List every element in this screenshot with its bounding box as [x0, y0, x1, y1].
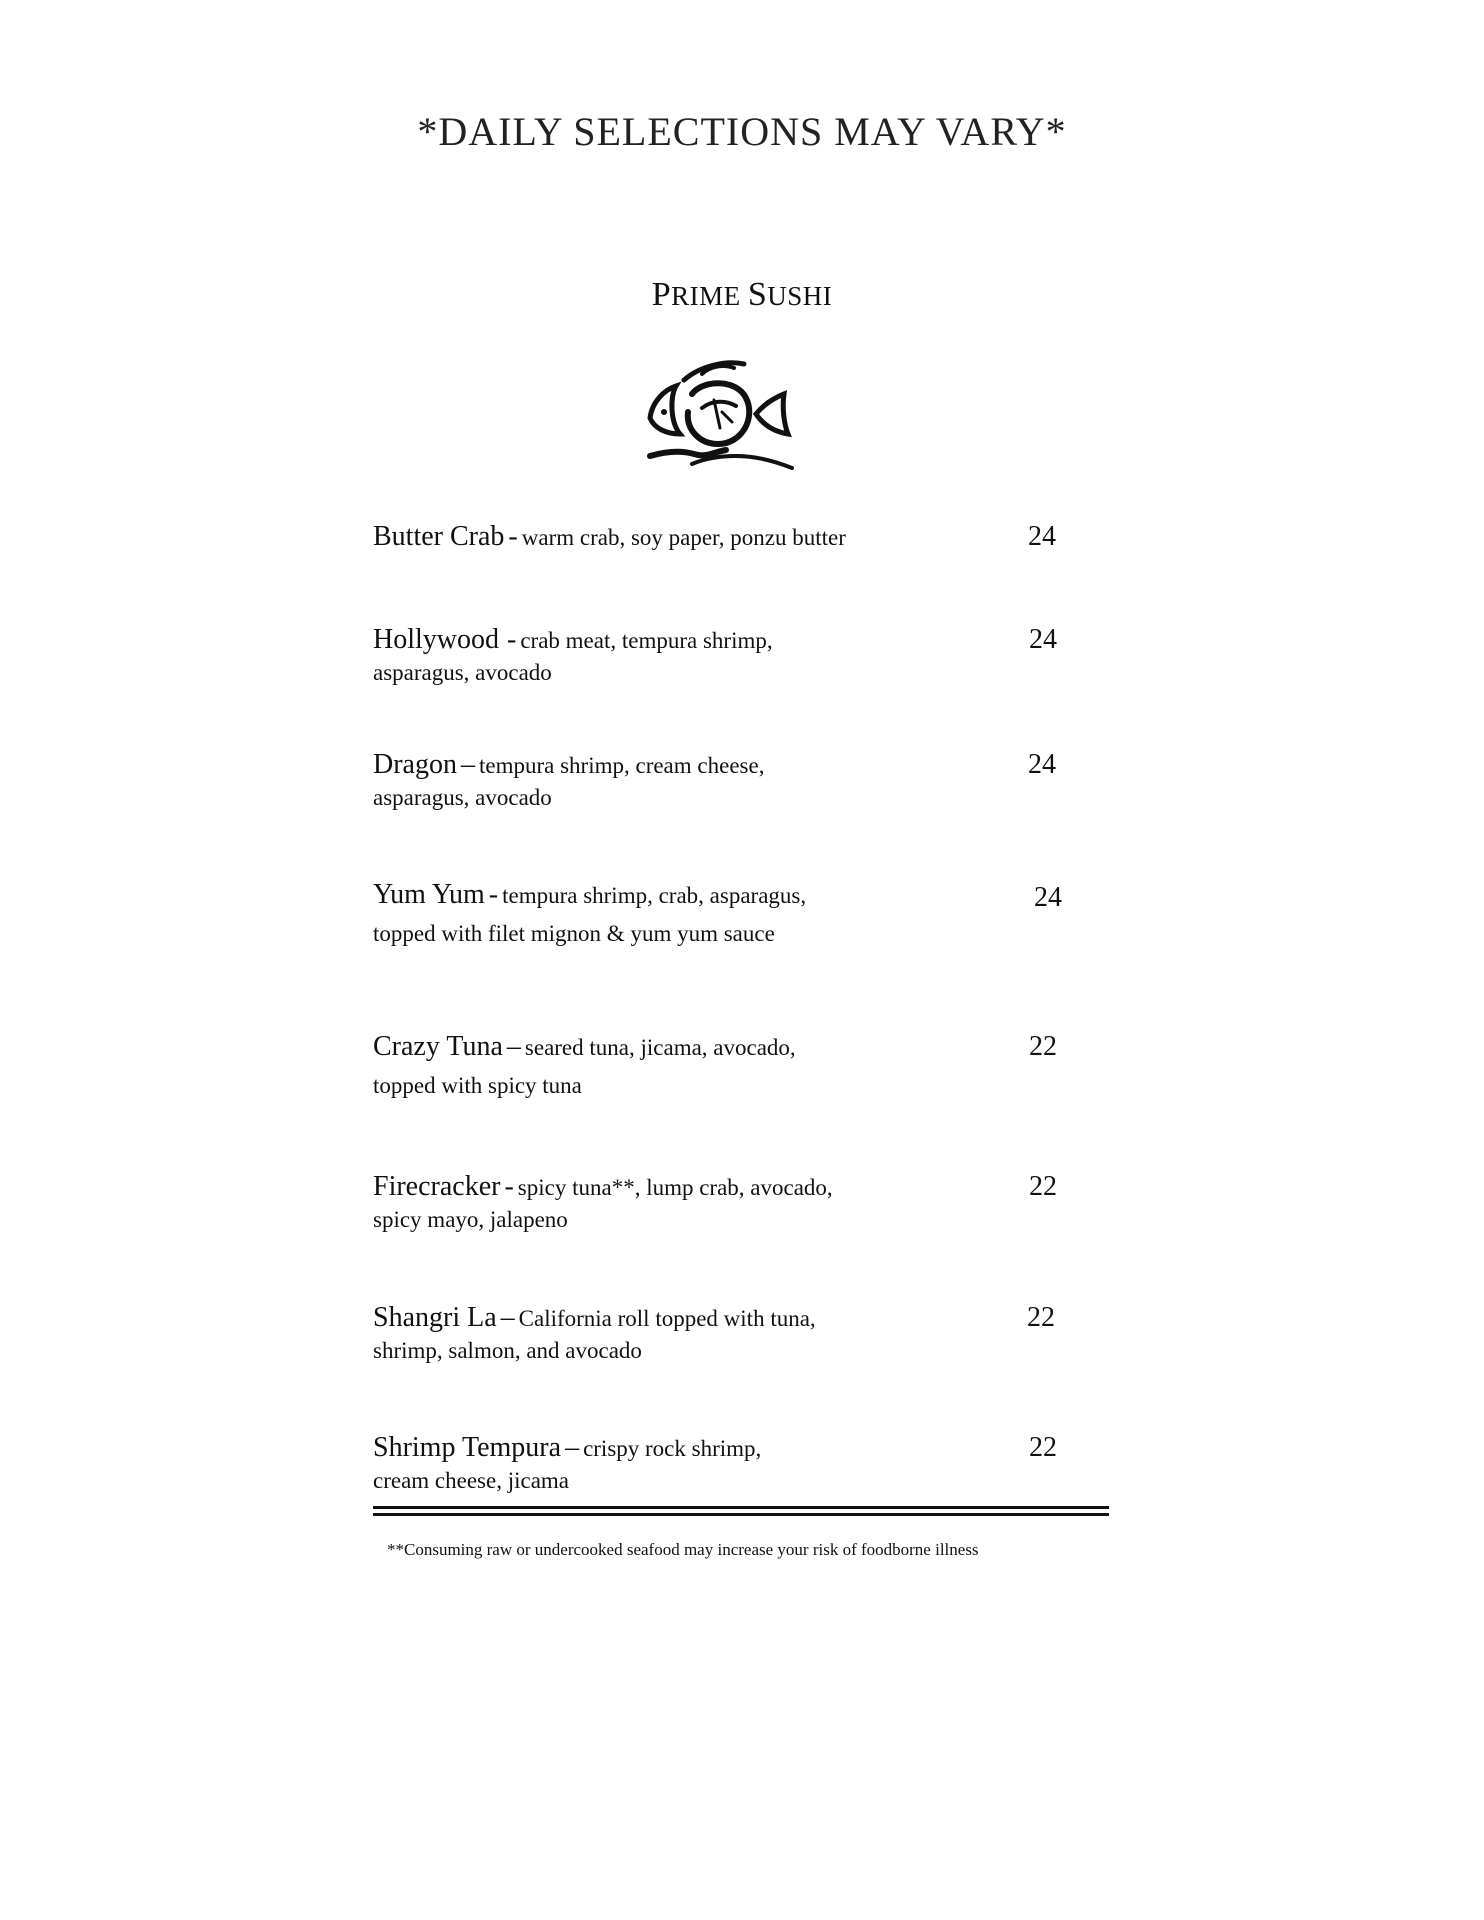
- item-price: 22: [1029, 1432, 1057, 1463]
- title-first-rest: RIME: [671, 281, 748, 311]
- title-first-cap: P: [651, 276, 672, 313]
- item-price: 24: [1029, 624, 1057, 655]
- item-name: Firecracker: [373, 1171, 501, 1202]
- raw-seafood-warning: **Consuming raw or undercooked seafood may increase your risk of foodborne illness: [387, 1540, 979, 1559]
- item-name: Shrimp Tempura: [373, 1432, 562, 1463]
- menu-item-yum-yum: [373, 880, 1073, 947]
- item-description: tempura shrimp, cream cheese,: [478, 753, 765, 778]
- item-price: 24: [1034, 882, 1062, 913]
- item-name: Yum Yum: [373, 879, 485, 910]
- section-title: [0, 276, 1484, 314]
- item-separator: –: [565, 1432, 580, 1463]
- item-description: tempura shrimp, crab, asparagus,: [502, 883, 807, 908]
- item-name: Hollywood: [373, 624, 499, 655]
- fish-brush-logo-icon: [644, 352, 796, 474]
- item-separator: –: [506, 1031, 521, 1062]
- menu-item-shangri-la: [373, 1303, 1073, 1364]
- item-description: warm crab, soy paper, ponzu butter: [521, 525, 846, 550]
- item-description-continued: cream cheese, jicama: [373, 1467, 570, 1493]
- item-description-continued: asparagus, avocado: [373, 659, 552, 685]
- item-name: Crazy Tuna: [373, 1031, 503, 1062]
- item-description-continued: asparagus, avocado: [373, 784, 552, 810]
- item-description: seared tuna, jicama, avocado,: [524, 1035, 796, 1060]
- item-separator: -: [508, 521, 518, 552]
- item-description-continued: spicy mayo, jalapeno: [373, 1206, 568, 1232]
- divider-rule-bottom: [373, 1513, 1109, 1516]
- item-price: 22: [1029, 1171, 1057, 1202]
- item-description-continued: topped with spicy tuna: [373, 1072, 582, 1098]
- item-description: crispy rock shrimp,: [583, 1436, 762, 1461]
- item-name: Shangri La: [373, 1302, 497, 1333]
- item-price: 22: [1029, 1031, 1057, 1062]
- item-separator: -: [504, 1171, 514, 1202]
- item-separator: -: [507, 624, 517, 655]
- daily-selections-notice: *DAILY SELECTIONS MAY VARY*: [417, 109, 1067, 154]
- item-description: crab meat, tempura shrimp,: [520, 628, 773, 653]
- item-price: 22: [1027, 1302, 1055, 1333]
- title-second-cap: S: [747, 276, 768, 313]
- menu-item-dragon: [373, 750, 1073, 811]
- menu-item-hollywood: [373, 625, 1073, 686]
- item-separator: -: [488, 879, 499, 910]
- item-name: Dragon: [373, 749, 457, 780]
- item-description-continued: topped with filet mignon & yum yum sauce: [373, 920, 775, 946]
- item-price: 24: [1028, 749, 1056, 780]
- item-separator: –: [500, 1302, 515, 1333]
- menu-item-shrimp-tempura: [373, 1433, 1073, 1494]
- menu-item-butter-crab: [373, 522, 1073, 553]
- item-separator: –: [460, 749, 475, 780]
- title-second-rest: USHI: [767, 281, 833, 311]
- menu-item-crazy-tuna: [373, 1032, 1073, 1099]
- item-description: spicy tuna**, lump crab, avocado,: [517, 1175, 833, 1200]
- menu-item-firecracker: [373, 1172, 1073, 1233]
- item-description-continued: shrimp, salmon, and avocado: [373, 1337, 642, 1363]
- divider-rule-top: [373, 1506, 1109, 1509]
- item-price: 24: [1028, 521, 1056, 552]
- item-name: Butter Crab: [373, 521, 505, 552]
- item-description: California roll topped with tuna,: [518, 1306, 816, 1331]
